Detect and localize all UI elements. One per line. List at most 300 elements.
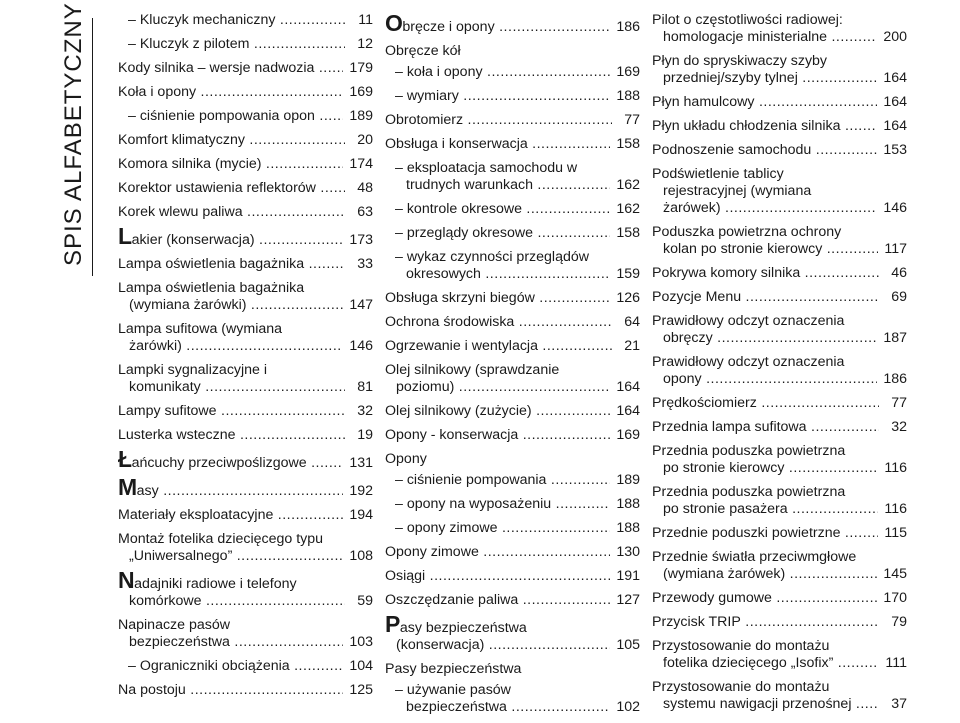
page-number: 188 — [616, 496, 640, 512]
entry-label: Lampki sygnalizacyjne i — [118, 362, 268, 378]
entry-label: – Ograniczniki obciążenia — [128, 658, 290, 674]
index-entry — [118, 682, 373, 699]
entry-label: Lampy sufitowe — [118, 403, 217, 419]
leader-dots — [202, 593, 345, 609]
index-entry — [385, 43, 640, 60]
index-entry — [652, 395, 907, 412]
entry-label: poziomu) — [396, 379, 455, 395]
index-entry — [385, 403, 640, 420]
entry-label: Obsługa i konserwacja — [385, 136, 528, 152]
entry-text — [652, 313, 877, 347]
page-number: 187 — [883, 330, 907, 346]
entry-text — [118, 427, 345, 444]
index-entry — [652, 419, 907, 436]
page-number: 12 — [357, 36, 373, 52]
leader-dots — [261, 156, 343, 172]
entry-label: Prawidłowy odczyt oznaczenia — [652, 354, 845, 370]
entry-label: – Kluczyk z pilotem — [128, 36, 250, 52]
index-entry — [385, 15, 640, 36]
entry-label: Materiały eksploatacyjne — [118, 507, 274, 523]
entry-label: Przednia lampa sufitowa — [652, 419, 807, 435]
entry-label: przedniej/szyby tylnej — [663, 70, 798, 86]
leader-dots — [304, 256, 345, 272]
leader-dots — [249, 36, 345, 52]
entry-label: Na postoju — [118, 682, 186, 698]
entry-text — [652, 679, 879, 713]
leader-dots — [851, 696, 879, 712]
entry-text — [118, 531, 343, 565]
entry-label: Olej silnikowy (sprawdzanie — [385, 362, 560, 378]
entry-label: Podświetlenie tablicy — [652, 166, 784, 182]
entry-label: bezpieczeństwa — [129, 634, 230, 650]
entry-text — [652, 614, 879, 631]
index-entry — [385, 661, 640, 678]
leader-dots — [316, 180, 345, 196]
page-number: 169 — [349, 84, 373, 100]
entry-label: (konserwacja) — [396, 637, 485, 653]
entry-text — [652, 484, 878, 518]
page-number: 81 — [357, 379, 373, 395]
leader-dots — [546, 472, 610, 488]
entry-text — [652, 525, 878, 542]
index-entry — [385, 568, 640, 585]
entry-label: Osiągi — [385, 568, 426, 584]
entry-label: Ochrona środowiska — [385, 314, 515, 330]
entry-label: – ciśnienie pompowania — [395, 472, 547, 488]
page-number: 64 — [624, 314, 640, 330]
index-entry — [652, 142, 907, 159]
leader-dots — [314, 60, 343, 76]
entry-label: Płyn do spryskiwaczy szyby — [652, 53, 828, 69]
entry-text — [652, 166, 877, 217]
entry-label: – opony na wyposażeniu — [395, 496, 552, 512]
leader-dots — [785, 566, 877, 582]
page-number: 145 — [883, 566, 907, 582]
index-entry — [652, 638, 907, 672]
page-number: 147 — [349, 297, 373, 313]
entry-text — [118, 479, 343, 500]
page-number: 20 — [357, 132, 373, 148]
entry-label: Obrotomierz — [385, 112, 464, 128]
page-number: 127 — [616, 592, 640, 608]
entry-label: asy — [136, 483, 159, 499]
leader-dots — [243, 204, 345, 220]
index-entry — [652, 224, 907, 258]
index-entry — [118, 84, 373, 101]
entry-text — [385, 88, 610, 105]
page-number: 186 — [616, 19, 640, 35]
entry-text — [118, 617, 343, 651]
leader-dots — [507, 699, 610, 715]
leader-dots — [772, 590, 877, 606]
entry-text — [118, 204, 345, 221]
entry-label: bręcze i opony — [402, 19, 495, 35]
index-entry — [118, 531, 373, 565]
entry-label: Lampa sufitowa (wymiana — [118, 321, 283, 337]
index-entry — [652, 53, 907, 87]
leader-dots — [807, 419, 879, 435]
leader-dots — [841, 118, 878, 134]
entry-text — [652, 549, 877, 583]
leader-dots — [275, 12, 345, 28]
section-initial: N — [118, 572, 135, 593]
page-number: 169 — [616, 64, 640, 80]
page-number: 59 — [357, 593, 373, 609]
page-number: 174 — [349, 156, 373, 172]
index-entry — [118, 12, 373, 29]
page-number: 104 — [349, 658, 373, 674]
page-number: 189 — [616, 472, 640, 488]
leader-dots — [788, 501, 879, 517]
index-entry — [118, 507, 373, 524]
entry-label: Oszczędzanie paliwa — [385, 592, 519, 608]
leader-dots — [840, 525, 878, 541]
entry-label: Opony zimowe — [385, 544, 479, 560]
sidebar-divider — [92, 18, 93, 276]
page-number: 125 — [349, 682, 373, 698]
page-number: 173 — [349, 232, 373, 248]
entry-text — [118, 132, 345, 149]
leader-dots — [800, 265, 879, 281]
page-number: 103 — [349, 634, 373, 650]
entry-label: Komora silnika (mycie) — [118, 156, 262, 172]
entry-label: Korektor ustawienia reflektorów — [118, 180, 316, 196]
leader-dots — [827, 29, 877, 45]
page-number: 194 — [349, 507, 373, 523]
leader-dots — [182, 338, 344, 354]
page-number: 146 — [349, 338, 373, 354]
entry-text — [385, 592, 610, 609]
entry-label: (wymiana żarówki) — [129, 297, 247, 313]
entry-label: żarówek) — [663, 200, 721, 216]
entry-text — [385, 616, 610, 654]
leader-dots — [498, 520, 611, 536]
leader-dots — [535, 290, 611, 306]
page-number: 102 — [616, 699, 640, 715]
leader-dots — [232, 548, 343, 564]
index-column-3 — [652, 12, 907, 720]
entry-label: Poduszka powietrzna ochrony — [652, 224, 842, 240]
entry-label: Przednie poduszki powietrzne — [652, 525, 841, 541]
page-number: 116 — [884, 501, 907, 517]
index-entry — [385, 592, 640, 609]
entry-text — [118, 256, 345, 273]
page-number: 48 — [357, 180, 373, 196]
entry-label: fotelika dziecięcego „Isofix” — [663, 655, 834, 671]
page-number: 33 — [357, 256, 373, 272]
entry-text — [118, 36, 345, 53]
index-entry — [385, 682, 640, 716]
page-number: 164 — [883, 94, 907, 110]
entry-text — [118, 12, 345, 29]
leader-dots — [425, 568, 610, 584]
entry-text — [118, 507, 343, 524]
entry-label: okresowych — [406, 266, 481, 282]
index-entry — [385, 64, 640, 81]
entry-label: Montaż fotelika dziecięcego typu — [118, 531, 324, 547]
leader-dots — [822, 241, 878, 257]
entry-label: – opony zimowe — [395, 520, 498, 536]
entry-text — [118, 108, 343, 125]
index-entry — [385, 472, 640, 489]
entry-text — [385, 362, 610, 396]
leader-dots — [518, 427, 610, 443]
page-number: 63 — [357, 204, 373, 220]
entry-text — [385, 427, 610, 444]
leader-dots — [533, 177, 610, 193]
entry-text — [652, 289, 879, 306]
leader-dots — [833, 655, 879, 671]
index-entry — [118, 479, 373, 500]
leader-dots — [230, 634, 343, 650]
index-entry — [385, 520, 640, 537]
index-entry — [118, 451, 373, 472]
index-entry — [385, 160, 640, 194]
index-entry — [652, 484, 907, 518]
entry-label: Koła i opony — [118, 84, 197, 100]
entry-label: Płyn układu chłodzenia silnika — [652, 118, 841, 134]
entry-text — [385, 290, 610, 307]
entry-label: Przystosowanie do montażu — [652, 679, 830, 695]
page-number: 146 — [883, 200, 907, 216]
entry-text — [118, 280, 343, 314]
entry-label: (wymiana żarówek) — [663, 566, 786, 582]
index-entry — [385, 496, 640, 513]
entry-text — [652, 395, 879, 412]
entry-text — [385, 15, 610, 36]
leader-dots — [290, 658, 344, 674]
entry-label: – eksploatacja samochodu w — [395, 160, 578, 176]
entry-label: Przednia poduszka powietrzna — [652, 443, 846, 459]
page-number: 200 — [883, 29, 907, 45]
entry-label: Pozycje Menu — [652, 289, 742, 305]
section-initial: Ł — [118, 451, 132, 472]
leader-dots — [255, 232, 344, 248]
entry-text — [118, 156, 343, 173]
entry-label: kolan po stronie kierowcy — [663, 241, 823, 257]
page-number: 21 — [624, 338, 640, 354]
leader-dots — [459, 88, 610, 104]
entry-label: Olej silnikowy (zużycie) — [385, 403, 532, 419]
index-entry — [652, 166, 907, 217]
index-entry — [385, 290, 640, 307]
entry-text — [385, 201, 610, 218]
entry-text — [652, 354, 877, 388]
leader-dots — [246, 297, 343, 313]
entry-label: Pasy bezpieczeństwa — [385, 661, 522, 677]
leader-dots — [159, 483, 344, 499]
sidebar — [0, 0, 100, 686]
page-number: 77 — [891, 395, 907, 411]
entry-label: homologacje ministerialne — [663, 29, 828, 45]
entry-text — [385, 112, 612, 129]
leader-dots — [721, 200, 878, 216]
index-entry — [118, 60, 373, 77]
leader-dots — [481, 266, 610, 282]
index-entry — [385, 88, 640, 105]
page-number: 46 — [891, 265, 907, 281]
leader-dots — [551, 496, 610, 512]
entry-label: trudnych warunkach — [406, 177, 533, 193]
entry-text — [385, 43, 612, 60]
leader-dots — [702, 371, 878, 387]
section-initial: O — [385, 15, 403, 36]
entry-text — [652, 590, 877, 607]
entry-label: Prawidłowy odczyt oznaczenia — [652, 313, 845, 329]
leader-dots — [532, 403, 611, 419]
index-entry — [118, 228, 373, 249]
page-number: 32 — [357, 403, 373, 419]
leader-dots — [784, 460, 878, 476]
page-number: 186 — [883, 371, 907, 387]
entry-label: – ciśnienie pompowania opon — [128, 108, 315, 124]
entry-label: akier (konserwacja) — [131, 232, 255, 248]
leader-dots — [217, 403, 345, 419]
leader-dots — [483, 64, 611, 80]
page-number: 188 — [616, 520, 640, 536]
entry-label: Lusterka wsteczne — [118, 427, 236, 443]
entry-text — [385, 544, 610, 561]
entry-label: – wymiary — [395, 88, 459, 104]
section-title: SPIS ALFABETYCZNY — [60, 2, 87, 266]
entry-text — [652, 94, 877, 111]
index-entry — [118, 36, 373, 53]
leader-dots — [811, 142, 877, 158]
index-entry — [118, 362, 373, 396]
entry-label: – przeglądy okresowe — [395, 225, 534, 241]
leader-dots — [273, 507, 343, 523]
entry-text — [652, 142, 877, 159]
page-number: 126 — [616, 290, 640, 306]
page-number: 131 — [349, 455, 373, 471]
page-number: 77 — [624, 112, 640, 128]
entry-text — [118, 321, 343, 355]
page-number: 19 — [357, 427, 373, 443]
index-entry — [385, 201, 640, 218]
entry-text — [385, 314, 612, 331]
leader-dots — [518, 592, 610, 608]
leader-dots — [315, 108, 343, 124]
index-entry — [385, 427, 640, 444]
entry-label: po stronie kierowcy — [663, 460, 785, 476]
entry-label: Przycisk TRIP — [652, 614, 741, 630]
page-number: 108 — [349, 548, 373, 564]
page-number: 37 — [891, 696, 907, 712]
entry-text — [118, 572, 345, 610]
index-entry — [652, 94, 907, 111]
index-entry — [652, 614, 907, 631]
entry-label: Ogrzewanie i wentylacja — [385, 338, 538, 354]
entry-text — [652, 638, 879, 672]
entry-label: Prędkościomierz — [652, 395, 757, 411]
page-number: 169 — [616, 427, 640, 443]
entry-label: Obręcze kół — [385, 43, 461, 59]
entry-label: Pilot o częstotliwości radiowej: — [652, 12, 843, 28]
leader-dots — [538, 338, 612, 354]
page-number: 179 — [349, 60, 373, 76]
section-initial: P — [385, 616, 400, 637]
entry-text — [652, 53, 877, 87]
entry-label: – wykaz czynności przeglądów — [395, 249, 589, 265]
index-entry — [118, 108, 373, 125]
index-entry — [652, 354, 907, 388]
page-number: 162 — [616, 177, 640, 193]
leader-dots — [755, 94, 878, 110]
entry-label: opony — [663, 371, 702, 387]
entry-label: Lampa oświetlenia bagażnika — [118, 280, 305, 296]
entry-text — [118, 658, 343, 675]
entry-label: – koła i opony — [395, 64, 483, 80]
page-number: 32 — [891, 419, 907, 435]
page-number: 158 — [616, 225, 640, 241]
entry-label: obręczy — [663, 330, 713, 346]
entry-text — [118, 682, 343, 699]
page-number: 105 — [616, 637, 640, 653]
leader-dots — [201, 379, 345, 395]
page-number: 170 — [883, 590, 907, 606]
entry-label: ańcuchy przeciwpoślizgowe — [131, 455, 307, 471]
index-entry — [652, 443, 907, 477]
index-entry — [118, 403, 373, 420]
page-number: 116 — [884, 460, 907, 476]
index-entry — [385, 112, 640, 129]
page-number: 188 — [616, 88, 640, 104]
index-entry — [652, 525, 907, 542]
index-entry — [385, 544, 640, 561]
leader-dots — [741, 614, 879, 630]
leader-dots — [454, 379, 610, 395]
index-entry — [118, 617, 373, 651]
leader-dots — [713, 330, 878, 346]
entry-label: systemu nawigacji przenośnej — [663, 696, 852, 712]
entry-label: Opony - konserwacja — [385, 427, 519, 443]
entry-label: adajniki radiowe i telefony — [134, 576, 297, 592]
leader-dots — [528, 136, 611, 152]
entry-label: Napinacze pasów — [118, 617, 230, 633]
index-entry — [385, 362, 640, 396]
index-entry — [385, 225, 640, 242]
page-number: 191 — [616, 568, 640, 584]
page-number: 130 — [616, 544, 640, 560]
entry-label: komunikaty — [129, 379, 201, 395]
section-initial: L — [118, 228, 132, 249]
index-entry — [118, 256, 373, 273]
index-entry — [652, 265, 907, 282]
index-entry — [652, 118, 907, 135]
entry-text — [118, 84, 343, 101]
index-entry — [385, 249, 640, 283]
index-entry — [385, 451, 640, 468]
entry-text — [118, 403, 345, 420]
page-number: 115 — [884, 525, 907, 541]
entry-label: żarówki) — [129, 338, 182, 354]
page-number: 153 — [883, 142, 907, 158]
entry-label: Lampa oświetlenia bagażnika — [118, 256, 305, 272]
entry-text — [385, 249, 610, 283]
leader-dots — [495, 19, 611, 35]
entry-text — [385, 64, 610, 81]
leader-dots — [514, 314, 612, 330]
index-entry — [118, 572, 373, 610]
entry-text — [385, 520, 610, 537]
leader-dots — [245, 132, 345, 148]
page-number: 164 — [883, 70, 907, 86]
entry-label: „Uniwersalnego” — [129, 548, 233, 564]
entry-text — [385, 136, 610, 153]
entry-label: Opony — [385, 451, 427, 467]
index-entry — [118, 658, 373, 675]
index-entry — [385, 136, 640, 153]
